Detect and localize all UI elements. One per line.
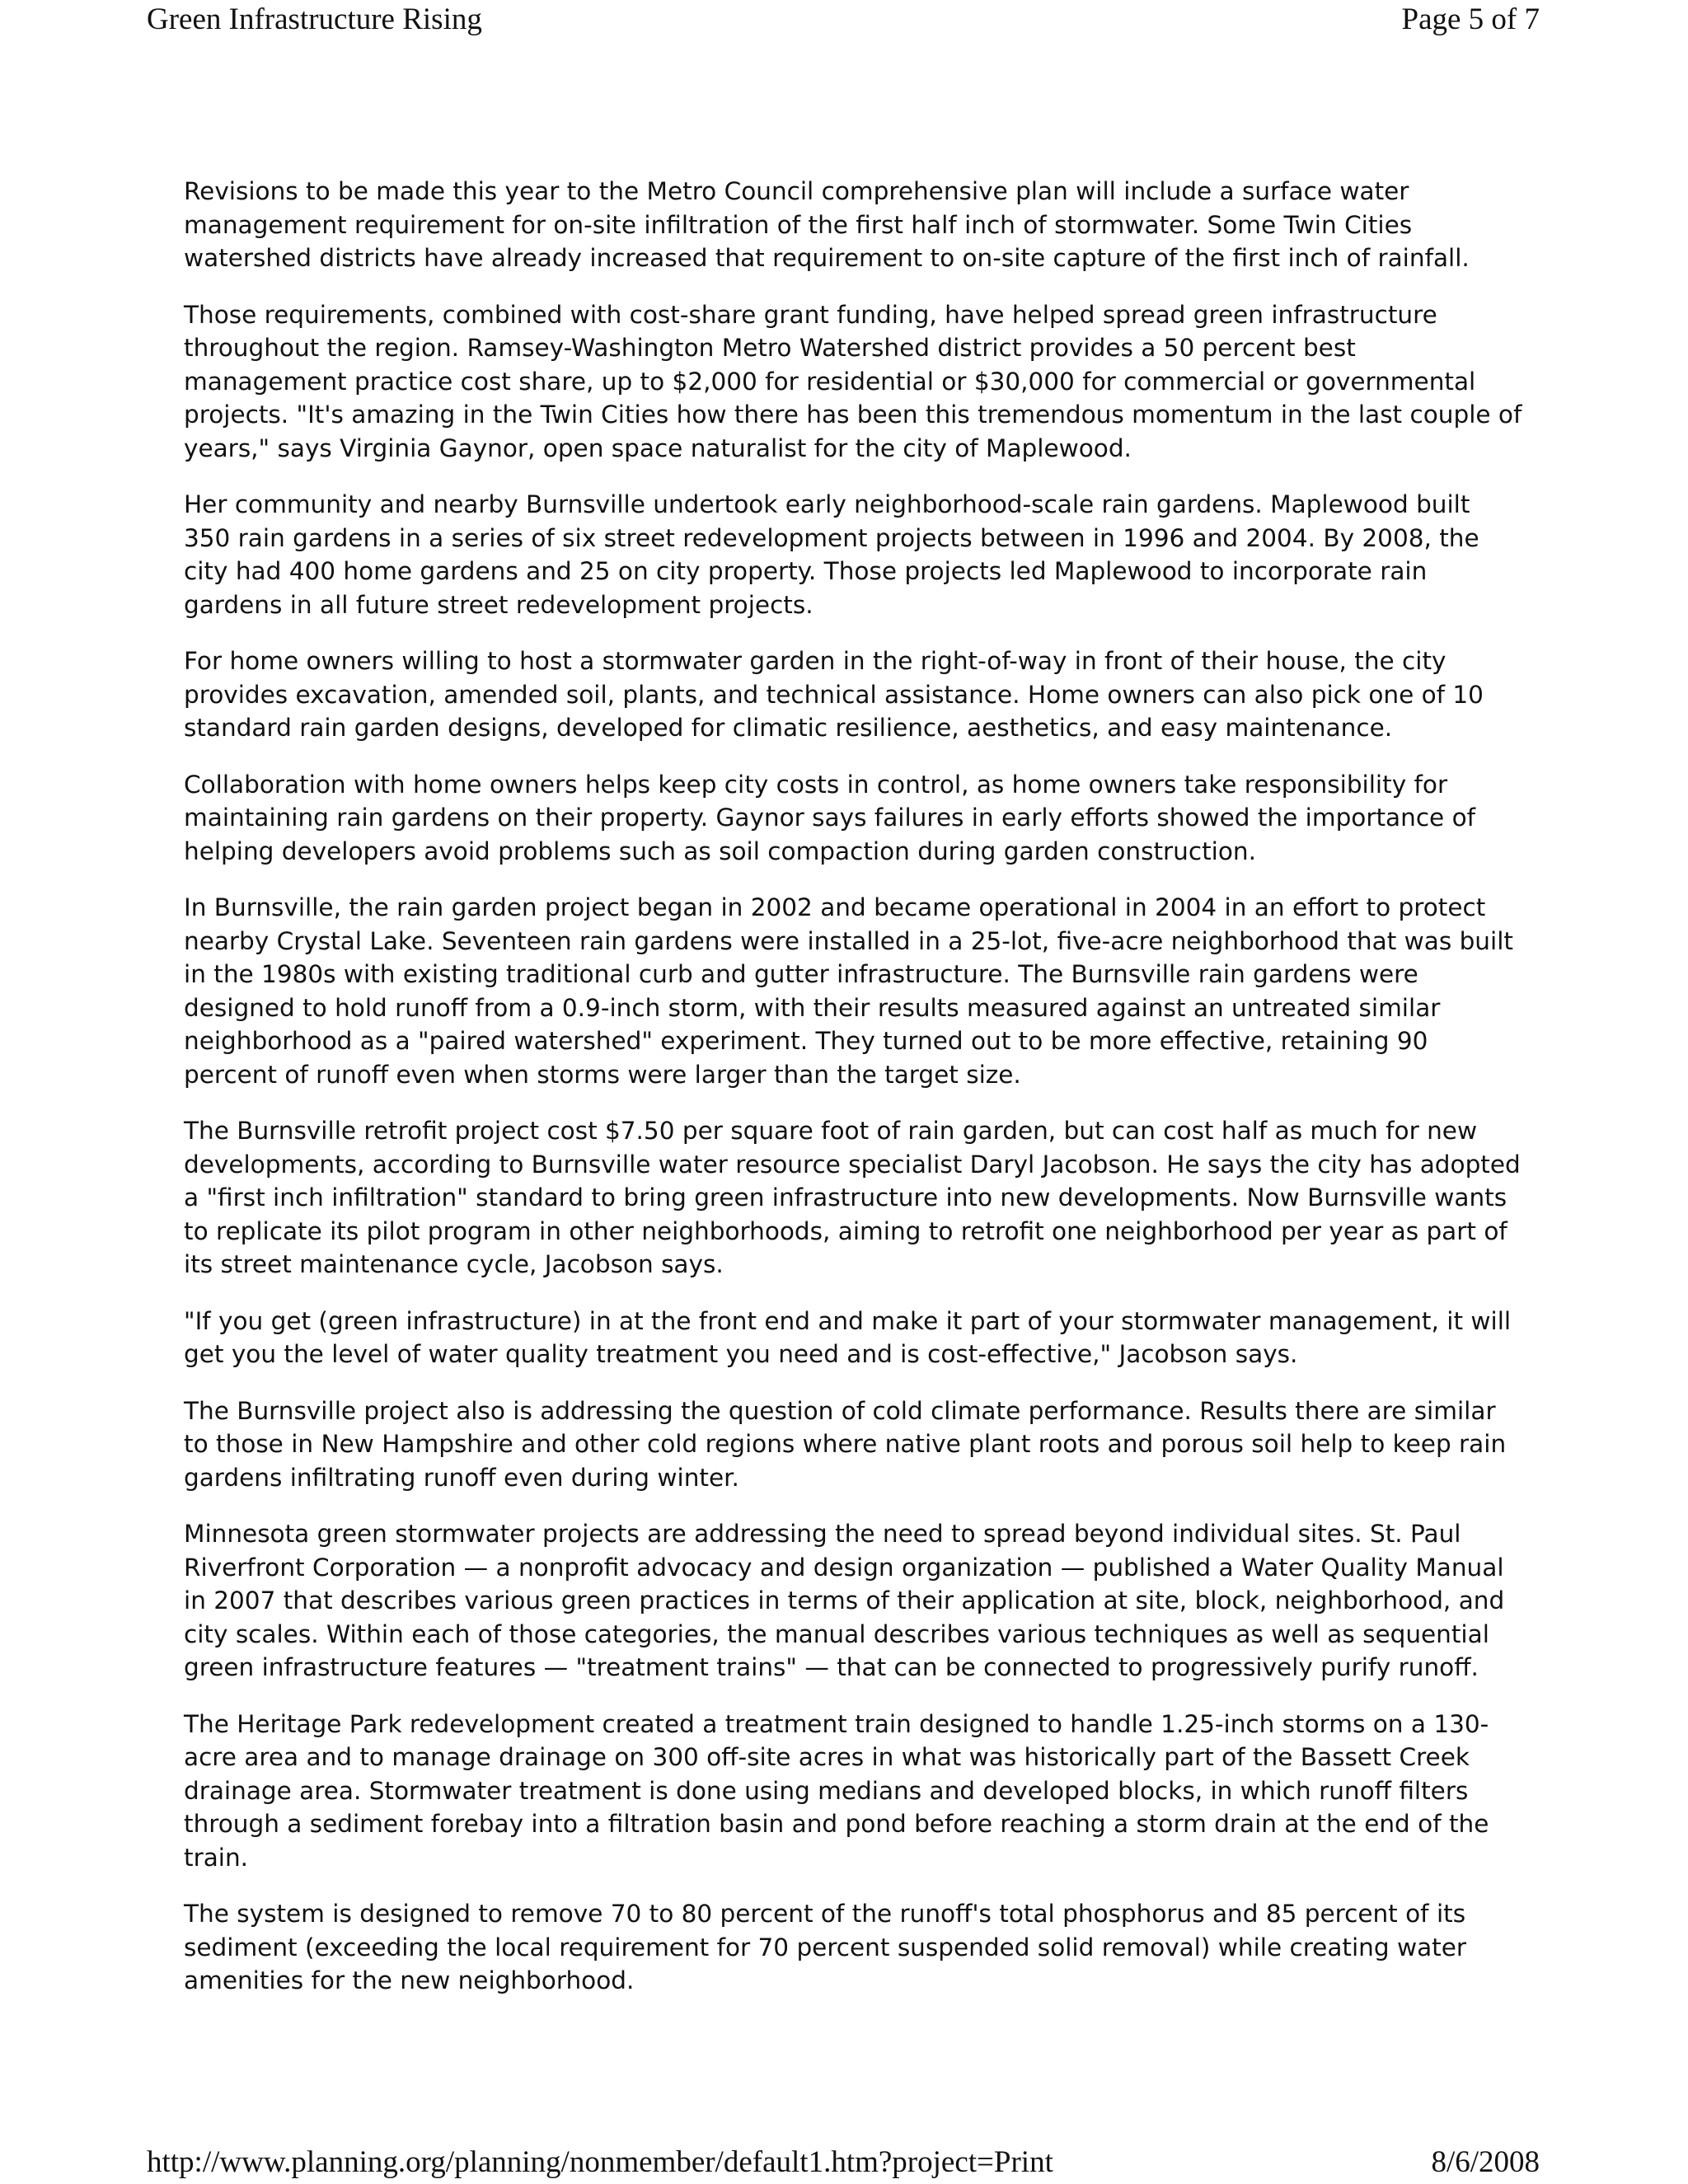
paragraph: Collaboration with home owners helps keep city costs in control, as home owners take responsibility for maintaining rain gardens on their property. Gaynor says failures in early efforts showed the importance of helping developers avoid problems such as soil compaction during garden construction. bbox=[184, 770, 1476, 865]
paragraph: The Heritage Park redevelopment created a treatment train designed to handle 1.25-inch storms on a 130-acre area and to manage drainage on 300 off-site acres in what was historically part of the Bassett Creek drainage area. Stormwater treatment is done using medians and developed blocks, in which runoff filters through a sediment forebay into a filtration basin and pond before reaching a storm drain at the end of the train. bbox=[184, 1709, 1489, 1872]
paragraph: The Burnsville retrofit project cost $7.50 per square foot of rain garden, but can cost half as much for new developments, according to Burnsville water resource specialist Daryl Jacobson. He says the city has adopted a "first inch infiltration" standard to bring green infrastructure into new developments. Now Burnsville wants to replicate its pilot program in other neighborhoods, aiming to retrofit one neighborhood per year as part of its street maintenance cycle, Jacobson says. bbox=[184, 1117, 1521, 1278]
paragraph: The system is designed to remove 70 to 80 percent of the runoff's total phosphorus and 85 percent of its sediment (exceeding the local requirement for 70 percent suspended solid removal) while creating water amenities for the new neighborhood. bbox=[184, 1900, 1467, 1994]
paragraph: Those requirements, combined with cost-share grant funding, have helped spread green infrastructure throughout the region. Ramsey-Washington Metro Watershed district provides a 50 percent best management practice cost share, up to $2,000 for residential or $30,000 for commercial or governmental projects. "It's amazing in the Twin Cities how there has been this tremendous momentum in the last couple of years," says Virginia Gaynor, open space naturalist for the city of Maplewood. bbox=[184, 300, 1522, 462]
footer-date: 8/6/2008 bbox=[1431, 2145, 1540, 2179]
paragraph: Minnesota green stormwater projects are addressing the need to spread beyond individual sites. St. Paul Riverfront Corporation — a nonprofit advocacy and design organization — published a Water Quality Manual in 2007 that describes various green practices in terms of their application at site, block, neighborhood, and city scales. Within each of those categories, the manual describes various techniques as well as sequential green infrastructure features — "treatment trains" — that can be connected to progressively purify runoff. bbox=[184, 1520, 1505, 1681]
paragraph: Her community and nearby Burnsville undertook early neighborhood-scale rain gardens. Maplewood built 350 rain gardens in a series of six street redevelopment projects between in 1996 and 2004. By 2008, the city had 400 home gardens and 25 on city property. Those projects led Maplewood to incorporate rain gardens in all future street redevelopment projects. bbox=[184, 490, 1479, 619]
footer-url: http://www.planning.org/planning/nonmember/default1.htm?project=Print bbox=[147, 2145, 1053, 2179]
page-number-indicator: Page 5 of 7 bbox=[1401, 2, 1540, 36]
paragraph: "If you get (green infrastructure) in at the front end and make it part of your stormwater management, it will get you the level of water quality treatment you need and is cost-effective," Jacobson says. bbox=[184, 1306, 1512, 1368]
paragraph: The Burnsville project also is addressing the question of cold climate performance. Results there are similar to those in New Hampshire and other cold regions where native plant roots and porous soil help to keep rain gardens infiltrating runoff even during winter. bbox=[184, 1396, 1507, 1492]
page-header-title: Green Infrastructure Rising bbox=[147, 2, 482, 36]
paragraph: In Burnsville, the rain garden project began in 2002 and became operational in 2004 in an effort to protect nearby Crystal Lake. Seventeen rain gardens were installed in a 25-lot, five-acre neighborhood that was built in the 1980s with existing traditional curb and gutter infrastructure. The Burnsville rain gardens were designed to hold runoff from a 0.9-inch storm, with their results measured against an untreated similar neighborhood as a "paired watershed" experiment. They turned out to be more effective, retaining 90 percent of runoff even when storms were larger than the target size. bbox=[184, 893, 1513, 1089]
article-body bbox=[184, 175, 1523, 2021]
paragraph: Revisions to be made this year to the Metro Council comprehensive plan will include a surface water management requirement for on-site infiltration of the first half inch of stormwater. Some Twin Cities watershed districts have already increased that requirement to on-site capture of the first inch of rainfall. bbox=[184, 177, 1470, 272]
paragraph: For home owners willing to host a stormwater garden in the right-of-way in front of their house, the city provides excavation, amended soil, plants, and technical assistance. Home owners can also pick one of 10 standard rain garden designs, developed for climatic resilience, aesthetics, and easy maintenance. bbox=[184, 647, 1484, 742]
